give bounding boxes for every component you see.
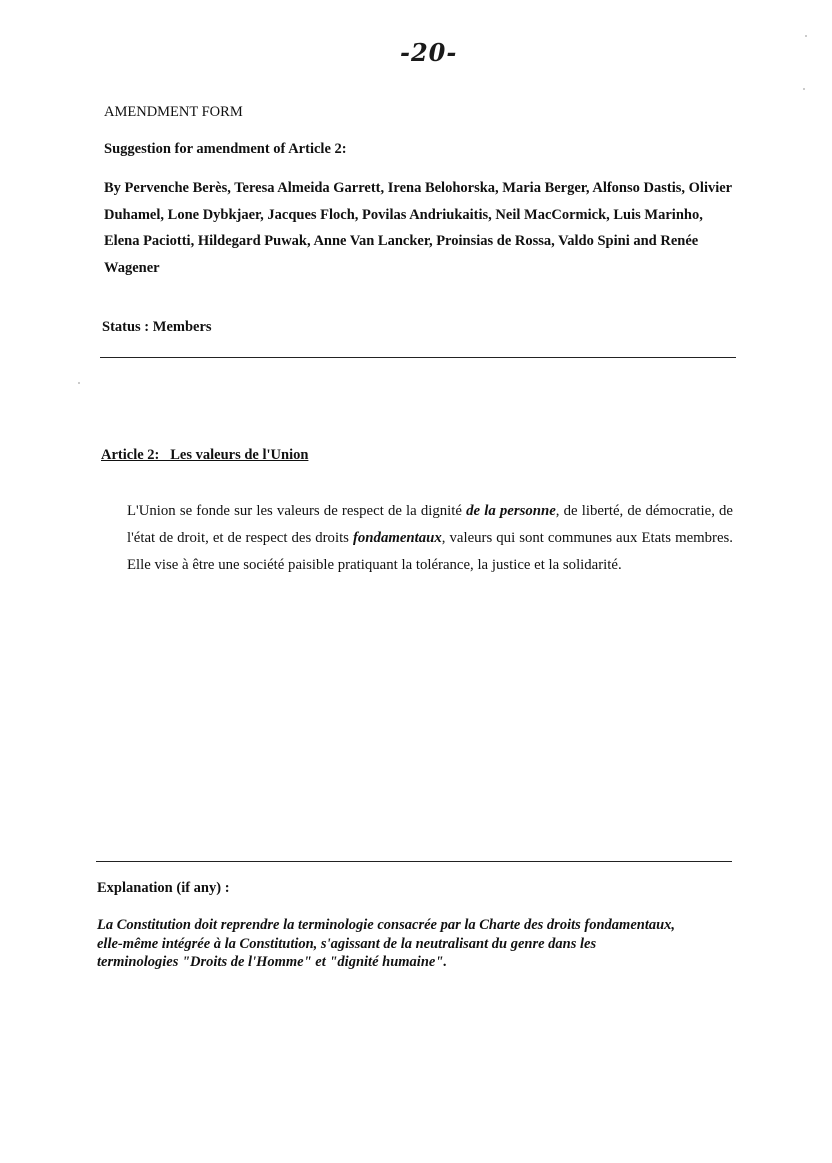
page-number: -20- (400, 38, 458, 67)
article-text-1: L'Union se fonde sur les valeurs de respect de la dignité (127, 503, 467, 519)
explanation-line-1: La Constitution doit reprendre la terminologie consacrée par la Charte des droits fondamentaux, (97, 917, 676, 933)
explanation-line-3: terminologies "Droits de l'Homme" et "dignité humaine". (97, 954, 448, 970)
scan-speck (805, 35, 807, 37)
article-text-2: , de liberté, de démocratie, de l'état de droit, et de respect des droits (127, 503, 733, 546)
amendment-suggestion: Suggestion for amendment of Article 2: (104, 141, 347, 157)
article-heading: Article 2: Les valeurs de l'Union (101, 447, 309, 463)
divider-top (100, 357, 736, 358)
explanation-label: Explanation (if any) : (97, 880, 230, 896)
explanation-text (97, 916, 737, 972)
article-text-3: , valeurs qui sont communes aux Etats membres. Elle vise à être une société paisible pratiquant la tolérance, la justice et la solidarité. (127, 530, 734, 573)
authors-list: By Pervenche Berès, Teresa Almeida Garrett, Irena Belohorska, Maria Berger, Alfonso Dastis, Olivier Duhamel, Lone Dybkjaer, Jacques Floch, Povilas Andriukaitis, Neil MacCormick, Luis Marinho, Elena Paciotti, Hildegard Puwak, Anne Van Lancker, Proinsias de Rossa, Valdo Spini and Renée Wagener (104, 180, 732, 276)
scan-speck (803, 88, 805, 90)
article-body (127, 498, 733, 579)
form-title: AMENDMENT FORM (104, 104, 243, 120)
divider-bottom (96, 861, 732, 862)
article-emphasis-2: fondamentaux (352, 530, 442, 546)
explanation-line-2: elle-même intégrée à la Constitution, s'agissant de la neutralisant du genre dans les (97, 935, 597, 952)
article-emphasis-1: de la personne (466, 503, 556, 519)
status-line: Status : Members (102, 319, 212, 335)
scan-speck (78, 382, 80, 384)
